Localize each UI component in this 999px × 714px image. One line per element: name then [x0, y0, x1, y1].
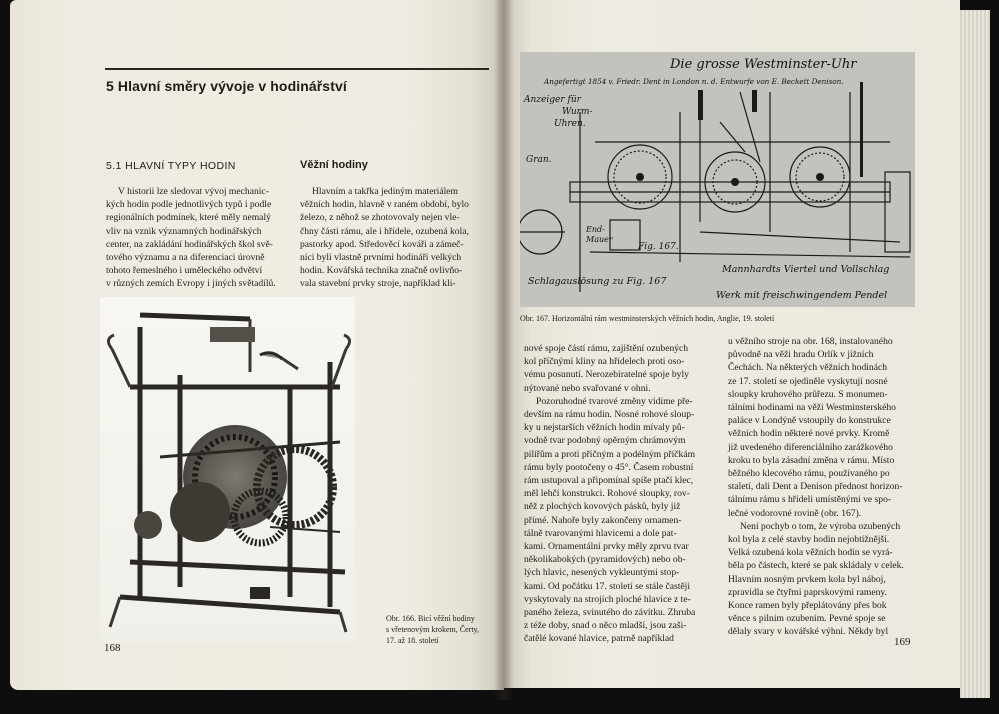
text-line: Není pochyb o tom, že výroba ozubených	[740, 520, 901, 532]
page-edges	[960, 10, 990, 698]
chapter-title: 5 Hlavní směry vývoje v hodinářství	[106, 78, 347, 94]
drawing-label: Mauer	[586, 235, 613, 244]
text-line: pastorky apod. Středověcí kováři a zámeč-	[300, 238, 464, 250]
text-line: rámu byly pootočeny o 45°. Časem robustní	[524, 461, 694, 473]
text-line: zpravidla se čtyřmi paprskovými rameny.	[728, 586, 887, 598]
text-line: Konce ramen byly přeplátovány přes bok	[728, 600, 887, 612]
text-line: kami. Od počátku 17. století se stále častěji	[524, 580, 690, 592]
text-line: z téže doby, snad o něco mladší, jsou zaši-	[524, 620, 687, 632]
text-line: v různých zemích Evropy i jiných světadílů.	[106, 278, 276, 290]
caption-line: s vřetenovým krokem, Čerty,	[386, 625, 480, 634]
caption-line: 17. až 18. století	[386, 636, 439, 645]
right-page	[504, 0, 960, 688]
text-line: Hlavním a takřka jediným materiálem	[312, 186, 458, 197]
left-column-1	[106, 185, 290, 291]
text-line: tálními hodinami na věži Westminsterského	[728, 402, 896, 414]
text-line: vodně tvar podobný opěrným chrámovým	[524, 435, 686, 447]
text-line: již uvedeného diferenciálního zarážkového	[728, 441, 893, 453]
text-line: lečné vodorovné rovině (obr. 167).	[728, 507, 862, 519]
text-line: V historii lze sledovat vývoj mechanic-	[118, 186, 269, 197]
text-line: Velká ozubená kola věžních hodin se vyrá-	[728, 547, 893, 559]
tower-clock-photo	[100, 297, 355, 642]
text-line: sloupky kruhového průřezu. S monumen-	[728, 388, 888, 400]
drawing-label: End-	[586, 225, 605, 234]
figure-166-caption	[386, 613, 479, 646]
text-line: čatělé kované hlavice, patrně například	[524, 633, 674, 645]
drawing-label: Mannhardts Viertel und Vollschlag	[722, 264, 890, 275]
right-column-1	[524, 342, 724, 646]
page-number-right: 169	[894, 636, 911, 648]
text-line: věžních hodin některé nové prvky. Kromě	[728, 428, 890, 440]
text-line: původně na věži hradu Orlík v jižních	[728, 349, 874, 361]
text-line: běla po částech, které se pak skládaly v celek.	[728, 560, 904, 572]
drawing-subtitle: Angefertigt 1854 v. Friedr. Dent in London n. d. Entwurfe von E. Beckett Denison.	[544, 77, 844, 86]
text-line: vyskytovaly na strojích ploché hlavice z te-	[524, 593, 691, 605]
drawing-label: Werk mit freischwingendem Pendel	[716, 290, 888, 301]
text-line: kami. Ornamentální prvky měly zprvu tvar	[524, 541, 689, 553]
text-line: ze 17. století se ojediněle vyskytují nosné	[728, 375, 888, 387]
text-line: věžních hodin, hlavně v raném období, bylo	[300, 199, 469, 211]
text-line: železo, z něhož se zhotovovaly nejen vle-	[300, 212, 460, 224]
text-line: několikabokých (pyramidových) nebo ob-	[524, 554, 686, 566]
drawing-label: Schlagauslösung zu Fig. 167	[528, 276, 667, 287]
text-line: tálně tvarovanými hlavicemi a dole pat-	[524, 527, 677, 539]
text-line: center, na zakládání hodinářských škol svě-	[106, 238, 273, 250]
westminster-clock-drawing	[520, 52, 915, 307]
text-line: lých hlavic, nesených vykleuntými stop-	[524, 567, 680, 579]
text-line: regionálních podmínek, které měly nemalý	[106, 212, 271, 224]
text-line: paláce v Londýně vstoupily do konstrukce	[728, 415, 891, 427]
book-gutter	[494, 0, 514, 700]
text-line: měl lehčí konstrukci. Rohové sloupky, rov-	[524, 488, 690, 500]
text-line: Čechách. Na některých věžních hodinách	[728, 362, 888, 374]
text-line: staletí, dali Dent a Denison přednost horizon-	[728, 481, 903, 493]
text-line: vliv na vznik významných hodinářských	[106, 225, 262, 237]
left-column-2	[300, 185, 490, 291]
text-line: níci byli vlastně prvními hodináři velkých	[300, 252, 462, 264]
text-line: kých hodin podle jednotlivých typů i podle	[106, 199, 272, 211]
text-line: tového významu a na diferenciaci úrovně	[106, 252, 265, 264]
text-line: Hlavním nosným prvkem kola byl náboj,	[728, 573, 886, 585]
text-line: nové spoje částí rámu, zajištění ozubených	[524, 343, 689, 354]
drawing-label: Fig. 167.	[638, 242, 679, 252]
text-line: něž z plochých kovových pásků, byly již	[524, 501, 681, 513]
text-line: rám ustupoval a připomínal spíše ptačí klec,	[524, 475, 694, 487]
text-line: kol příčnými kliny na hřídelech proti oso-	[524, 356, 685, 368]
right-column-2	[728, 335, 924, 639]
text-line: devším na rámu hodin. Nosné rohové sloup-	[524, 409, 695, 421]
figure-167-caption: Obr. 167. Horizontální rám westminsterských věžních hodin, Anglie, 19. století	[520, 314, 775, 323]
text-line: tohoto řemeslného i uměleckého odvětví	[106, 265, 263, 277]
engineering-drawing	[520, 52, 915, 307]
text-line: tálnímu rámu s hřídeli umístěnými ve spo-	[728, 494, 892, 506]
text-line: ky u nejstarších věžních hodin mívaly pů-	[524, 422, 685, 434]
text-line: kroku to byla zásadní změna v rámu. Místo	[728, 454, 895, 466]
subsection-title: Věžní hodiny	[300, 159, 368, 171]
text-line: čhny části rámu, ale i hřídele, ozubená kola,	[300, 225, 469, 237]
text-line: vému posunutí. Nerozebíratelné spoje byly	[524, 369, 689, 381]
drawing-label: Uhren.	[554, 119, 586, 129]
text-line: hodin. Kovářská technika značně ovlivňo-	[300, 265, 463, 277]
text-line: paného železa, svinutého do závitku. Zhruba	[524, 607, 696, 619]
text-line: dělaly svary v kovářské výhni. Někdy byl	[728, 626, 889, 638]
section-title: 5.1 HLAVNÍ TYPY HODIN	[106, 160, 236, 172]
text-line: u věžního stroje na obr. 168, instalovaného	[728, 336, 893, 347]
text-line: přímé. Nahoře byly zakončeny ornamen-	[524, 514, 682, 526]
text-line: věnce s pilním ozubením. Pevné spoje se	[728, 613, 886, 625]
text-line: vala stavební prvky stroje, například kli-	[300, 278, 456, 290]
text-line: pilířům a proti příčným a podélným příčkám	[524, 448, 696, 460]
text-line: Pozoruhodné tvarové změny vidíme pře-	[536, 395, 693, 407]
drawing-label: Gran.	[526, 155, 552, 165]
drawing-label: Anzeiger für	[524, 95, 581, 105]
text-line: běžného klecového rámu, používaného po	[728, 468, 890, 480]
chapter-rule	[105, 68, 489, 70]
drawing-label: Wurm-	[562, 107, 593, 117]
drawing-title: Die grosse Westminster-Uhr	[670, 57, 857, 72]
page-number-left: 168	[104, 642, 121, 654]
text-line: kol byla z celé stavby hodin nejobtížnější.	[728, 534, 890, 546]
tower-clock-illustration	[100, 297, 355, 642]
text-line: nýtované nebo svařované v ohni.	[524, 382, 651, 394]
caption-line: Obr. 166. Bicí věžní hodiny	[386, 614, 475, 623]
